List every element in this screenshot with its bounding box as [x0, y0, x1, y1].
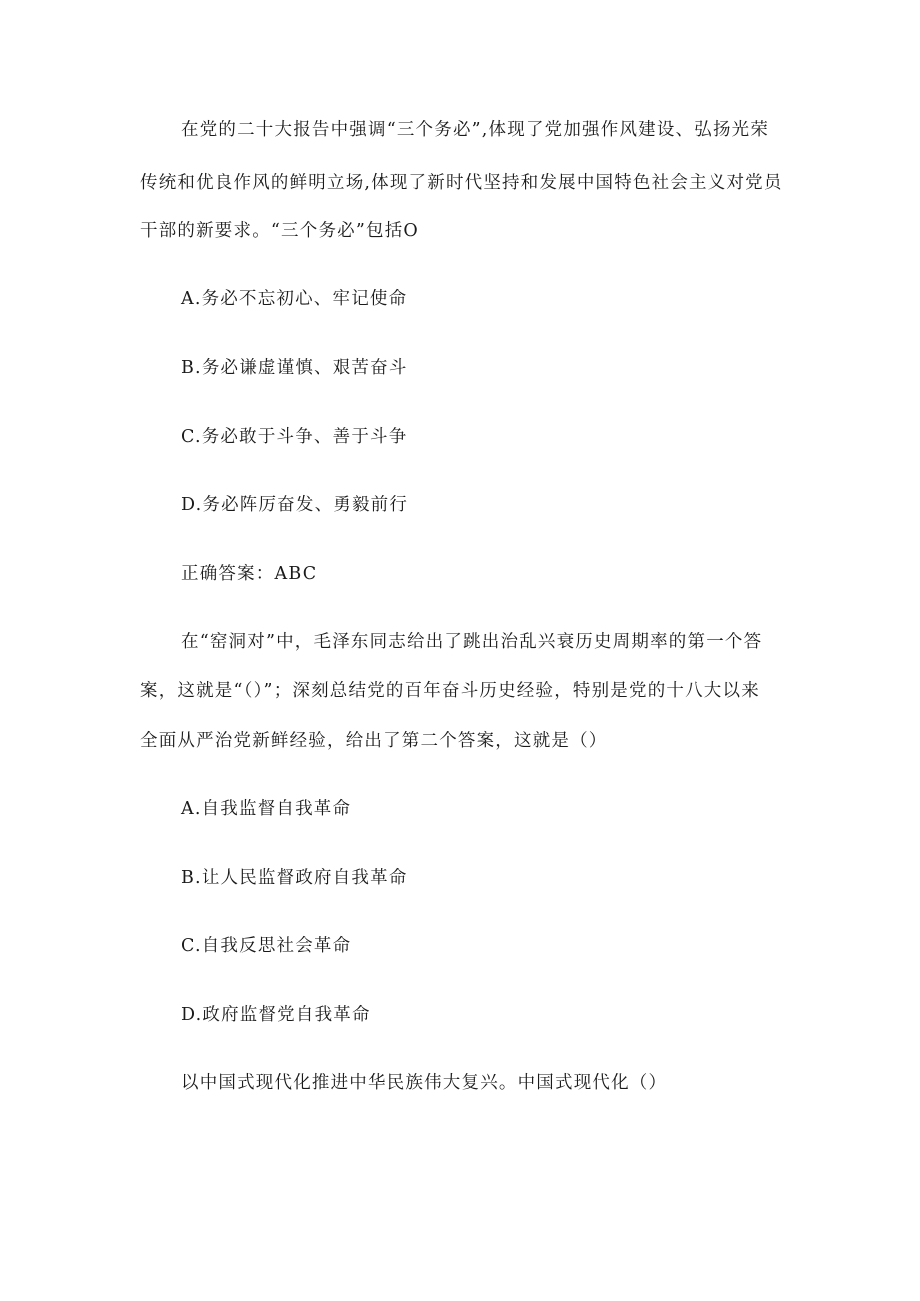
question-1-answer: 正确答案：ABC — [181, 564, 318, 584]
question-2-option-c: C.自我反思社会革命 — [181, 936, 352, 956]
question-1-option-b: B.务必谦虚谨慎、艰苦奋斗 — [181, 358, 408, 378]
question-1-text-line-2: 传统和优良作风的鲜明立场,体现了新时代坚持和发展中国特色社会主义对党员 — [140, 173, 783, 193]
question-2-option-a: A.自我监督自我革命 — [181, 799, 352, 819]
question-1-option-a: A.务必不忘初心、牢记使命 — [181, 289, 408, 309]
question-1-option-c: C.务必敢于斗争、善于斗争 — [181, 427, 408, 447]
question-2-text-line-1: 在“窑洞对”中，毛泽东同志给出了跳出治乱兴衰历史周期率的第一个答 — [181, 632, 763, 652]
question-1-text-line-3: 干部的新要求。“三个务必”包括O — [140, 221, 419, 241]
question-2-option-d: D.政府监督党自我革命 — [181, 1005, 371, 1025]
question-1-option-d: D.务必阵厉奋发、勇毅前行 — [181, 495, 409, 515]
question-2-text-line-2: 案，这就是“（）”；深刻总结党的百年奋斗历史经验，特别是党的十八大以来 — [140, 681, 760, 701]
question-2-text-line-3: 全面从严治党新鲜经验，给出了第二个答案，这就是（） — [140, 731, 608, 751]
question-3-text-line-1: 以中国式现代化推进中华民族伟大复兴。中国式现代化（） — [181, 1073, 668, 1093]
question-1-text-line-1: 在党的二十大报告中强调“三个务必”,体现了党加强作风建设、弘扬光荣 — [181, 120, 770, 140]
question-2-option-b: B.让人民监督政府自我革命 — [181, 868, 408, 888]
